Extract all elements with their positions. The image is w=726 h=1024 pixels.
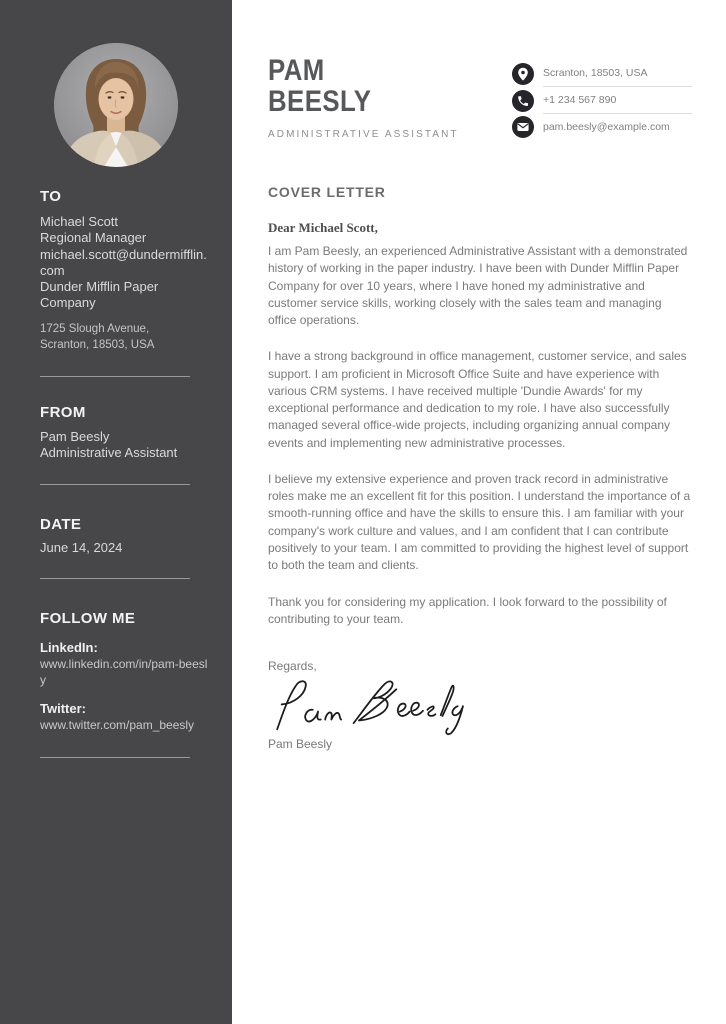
phone-icon (512, 90, 534, 112)
portrait-illustration (54, 43, 178, 167)
sidebar-divider (40, 484, 190, 485)
linkedin-url[interactable]: www.linkedin.com/in/pam-beesly (40, 657, 208, 687)
header (268, 0, 692, 140)
salutation: Dear Michael Scott, (268, 220, 378, 235)
sender-role: Administrative Assistant (40, 444, 178, 460)
follow-me-label: FOLLOW ME (40, 610, 136, 628)
letter-body (232, 0, 726, 751)
recipient-email[interactable]: michael.scott@dundermifflin.com (40, 246, 207, 278)
recipient-address: 1725 Slough Avenue, Scranton, 18503, USA (40, 322, 155, 351)
twitter-item (40, 701, 208, 734)
paragraph-1: I am Pam Beesly, an experienced Administrative Assistant with a demonstrated history of working in the paper industry. I have been with Dunder Mifflin Paper Company for over 10 years, where I have honed my administrative and customer service skills, working closely with the sales team and managing office operations. (268, 244, 688, 328)
sidebar-divider (40, 578, 190, 579)
twitter-url[interactable]: www.twitter.com/pam_beesly (40, 718, 195, 733)
contact-row-location (512, 60, 692, 87)
date-label: DATE (40, 516, 82, 534)
contact-block (512, 60, 692, 140)
contact-location: Scranton, 18503, USA (543, 60, 692, 87)
email-icon (512, 116, 534, 138)
candidate-name: PAM BEESLY (268, 54, 372, 118)
name-block (268, 56, 459, 140)
date-section (40, 516, 208, 555)
paragraph-2: I have a strong background in office management, customer service, and sales support. I am proficient in Microsoft Office Suite and have experience with various CRM systems. I have received multiple 'Dundie Awards' for my exceptional performance and dedication to my role. I have also successfully managed several office-wide projects, including organizing annual company events and implementing new administrative processes. (268, 349, 687, 450)
paragraph-4: Thank you for considering my application. I look forward to the possibility of contributing to your team. (268, 594, 667, 626)
linkedin-item (40, 640, 208, 688)
sidebar-divider (40, 757, 190, 758)
follow-me-section (40, 610, 208, 734)
recipient-company: Dunder Mifflin Paper Company (40, 279, 159, 311)
job-title: ADMINISTRATIVE ASSISTANT (268, 128, 459, 140)
recipient-role: Regional Manager (40, 230, 147, 246)
twitter-label: Twitter: (40, 701, 86, 717)
linkedin-label: LinkedIn: (40, 640, 98, 656)
signature-name: Pam Beesly (268, 737, 333, 752)
contact-email[interactable]: pam.beesly@example.com (543, 121, 670, 133)
contact-row-phone (512, 87, 692, 114)
contact-phone: +1 234 567 890 (543, 87, 692, 114)
location-icon (512, 63, 534, 85)
to-label: TO (40, 188, 62, 205)
sidebar (0, 0, 232, 1024)
recipient-name: Michael Scott (40, 214, 119, 229)
profile-photo (54, 43, 178, 167)
from-label: FROM (40, 403, 86, 421)
to-section (40, 188, 208, 353)
sender-name: Pam Beesly (40, 428, 110, 444)
date-value: June 14, 2024 (40, 540, 123, 556)
letter-heading: COVER LETTER (268, 184, 386, 200)
sidebar-divider (40, 376, 190, 377)
paragraph-3: I believe my extensive experience and proven track record in administrative roles make me an excellent fit for this position. I understand the importance of a smooth-running office and have the skills to ensure this. I am familiar with your company's work culture and values, and I am confident that I can contribute positively to your team. I am committed to providing the highest level of support to both the team and clients. (268, 471, 691, 573)
handwritten-signature (268, 676, 692, 736)
from-section (40, 404, 208, 462)
closing: Regards, (268, 659, 317, 674)
contact-row-email (512, 114, 692, 140)
